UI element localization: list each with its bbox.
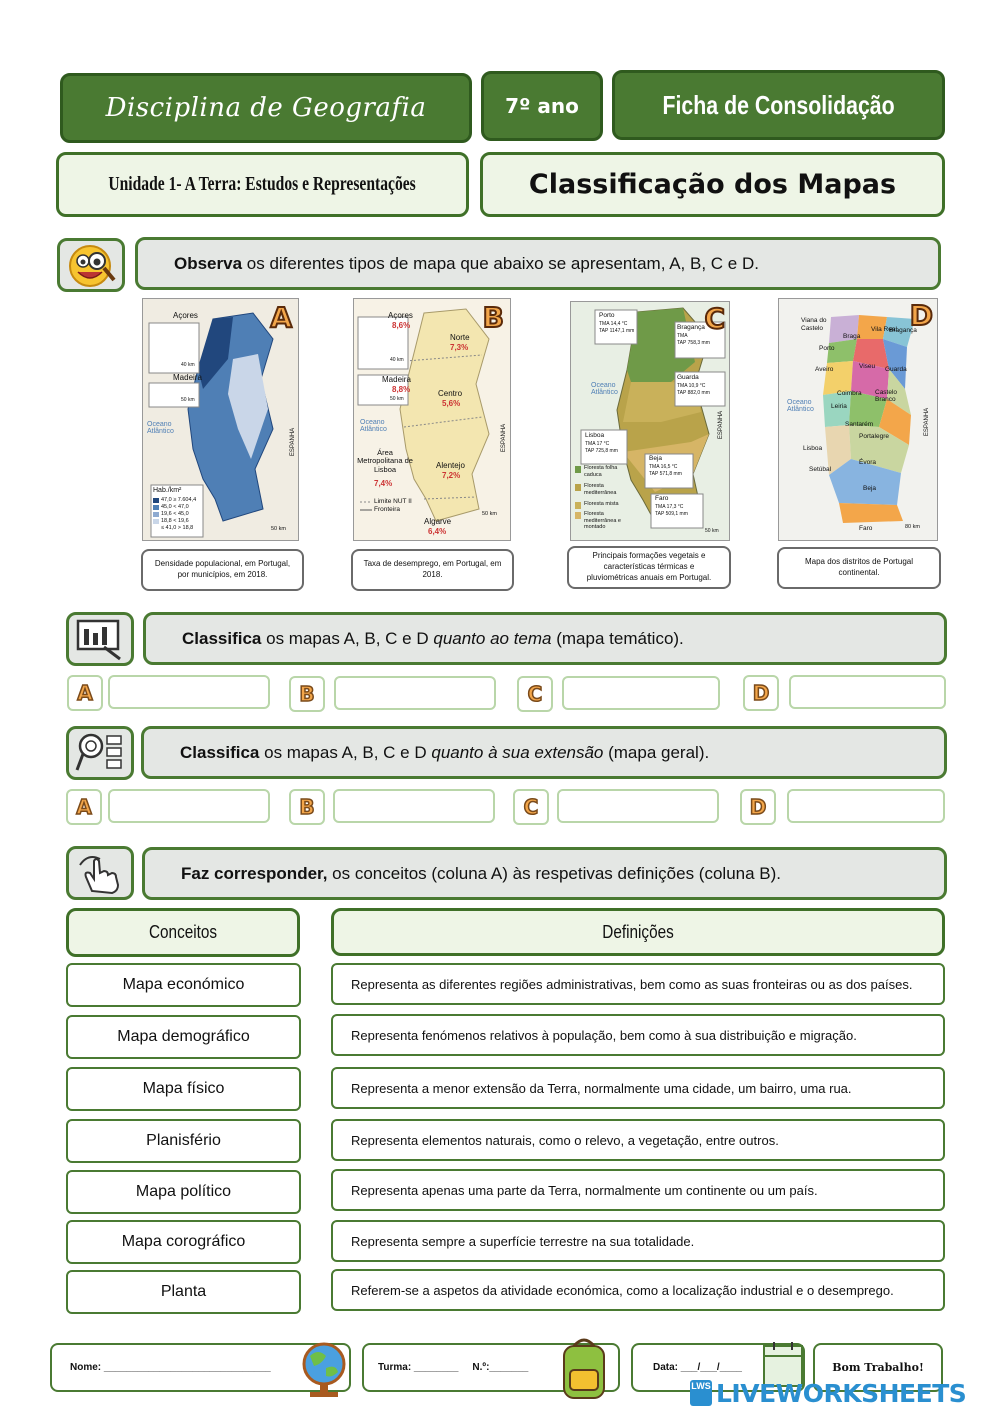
map-b-card	[353, 298, 511, 541]
theme-answer-d[interactable]	[789, 675, 946, 709]
map-c-spain: ESPANHA	[718, 410, 725, 440]
extension-answer-d[interactable]	[787, 789, 945, 823]
map-c-braganca-tap: TAP 758,3 mm	[677, 340, 710, 346]
extension-answer-b[interactable]	[333, 789, 495, 823]
match-icon-box	[66, 846, 134, 900]
map-b-caption: Taxa de desemprego, em Portugal, em 2018.	[351, 549, 514, 591]
map-d-viana: Viana do Castelo	[801, 317, 827, 332]
unit-label: Unidade 1- A Terra: Estudos e Representações	[108, 173, 417, 195]
map-d-aveiro: Aveiro	[815, 366, 834, 373]
map-b-label-azores: Açores	[388, 311, 413, 320]
extension-answer-c[interactable]	[557, 789, 719, 823]
map-c-guarda: Guarda	[677, 374, 699, 381]
map-c-lisboa-tap: TAP 725,8 mm	[585, 448, 618, 454]
map-c-ocean: Oceano Atlântico	[591, 382, 618, 396]
map-a-scale-madeira: 50 km	[181, 397, 195, 403]
map-d-evora: Évora	[859, 459, 876, 466]
map-c-guarda-tma: TMA 10,9 °C	[677, 383, 706, 389]
map-b-val-center: 5,6%	[442, 399, 461, 408]
extension-answer-a[interactable]	[108, 789, 270, 823]
classify-theme-text-2: (mapa temático).	[551, 628, 684, 648]
map-a-label-ocean: Oceano Atlântico	[147, 421, 174, 435]
classify-ext-italic: quanto à sua extensão	[431, 742, 604, 762]
map-d-guarda: Guarda	[885, 366, 907, 373]
map-a-label-azores: Açores	[173, 311, 198, 320]
map-a-caption: Densidade populacional, em Portugal, por municípios, em 2018.	[141, 549, 304, 591]
map-d-castelobranco: Castelo Branco	[875, 389, 898, 404]
classify-ext-text-1: os mapas A, B, C e D	[259, 742, 432, 762]
extension-badge-a: A	[66, 789, 102, 825]
observe-instruction	[135, 237, 941, 290]
sheet-type-box	[612, 70, 945, 140]
map-b-label-algarve: Algarve	[424, 517, 452, 526]
map-d-scale: 80 km	[905, 524, 920, 530]
map-d-letter: D	[909, 299, 933, 332]
discipline-title-box	[60, 73, 472, 143]
concept-item[interactable]: Planisfério	[66, 1119, 301, 1163]
extension-icon-box	[66, 726, 134, 780]
classify-theme-bold: Classifica	[182, 628, 262, 648]
map-c-faro: Faro	[655, 495, 669, 502]
map-b-label-ocean: Oceano Atlântico	[360, 419, 387, 433]
map-b-val-alentejo: 7,2%	[442, 471, 461, 480]
map-c-braganca: Bragança	[677, 324, 705, 331]
map-d-porto: Porto	[819, 345, 835, 352]
map-a-legend-3: 19,6 < 45,0	[161, 511, 189, 517]
lws-logo-icon: LWS	[690, 1380, 712, 1406]
theme-icon-box	[66, 612, 134, 666]
map-a-legend-title: Hab./km²	[153, 487, 182, 494]
map-b-label-madeira: Madeira	[382, 375, 411, 384]
definition-item[interactable]: Representa fenómenos relativos à população, bem como à sua distribuição e migração.	[331, 1014, 945, 1056]
map-c-legend-1: Floresta folha caduca	[584, 465, 618, 478]
map-b-scale: 50 km	[482, 511, 497, 517]
map-d-portalegre: Portalegre	[859, 433, 889, 440]
observe-text: os diferentes tipos de mapa que abaixo se apresentam, A, B, C e D.	[242, 253, 759, 273]
map-d-vilareal: Vila Real	[871, 326, 897, 333]
theme-answer-b[interactable]	[334, 676, 496, 710]
definitions-header-label: Definições	[602, 921, 674, 942]
classify-extension-instruction	[141, 726, 947, 779]
map-b-val-azores: 8,6%	[392, 321, 411, 330]
map-c-faro-tap: TAP 509,1 mm	[655, 511, 688, 517]
definition-item[interactable]: Representa a menor extensão da Terra, normalmente uma cidade, um bairro, uma rua.	[331, 1067, 945, 1109]
good-work-label: Bom Trabalho!	[832, 1361, 924, 1374]
date-field-label: Data: ___/___/____	[653, 1362, 742, 1373]
liveworksheets-text: LIVEWORKSHEETS	[716, 1378, 967, 1408]
definition-item[interactable]: Representa elementos naturais, como o relevo, a vegetação, entre outros.	[331, 1119, 945, 1161]
class-field-label: Turma: ________	[378, 1362, 459, 1373]
concept-item[interactable]: Mapa económico	[66, 963, 301, 1007]
extension-badge-d: D	[740, 789, 776, 825]
map-a-legend-2: 45,0 < 47,0	[161, 504, 189, 510]
map-b-label-north: Norte	[450, 333, 470, 342]
concepts-header	[66, 908, 300, 957]
map-d-card	[778, 298, 938, 541]
concept-item[interactable]: Mapa político	[66, 1170, 301, 1214]
concept-item[interactable]: Planta	[66, 1270, 301, 1314]
definition-item[interactable]: Representa as diferentes regiões administrativas, bem como as suas fronteiras ou as dos países.	[331, 963, 945, 1005]
map-d-beja: Beja	[863, 485, 877, 492]
map-d-coimbra: Coimbra	[837, 390, 862, 397]
map-d-lisboa: Lisboa	[803, 445, 823, 452]
number-field-label: N.º:_______	[472, 1362, 529, 1373]
map-c-braganca-tma: TMA	[677, 333, 688, 339]
map-b-scale-madeira: 50 km	[390, 396, 404, 402]
magnifier-list-icon	[73, 730, 127, 776]
map-a-legend-1: 47,0 ≥ 7.604,4	[161, 497, 197, 503]
map-b-label-spain: ESPANHA	[501, 423, 508, 453]
map-a-legend-5: ≤ 41,0 > 18,8	[161, 525, 194, 531]
map-b-label-lisbon-area: Área Metropolitana de Lisboa	[357, 448, 413, 474]
map-c-guarda-tap: TAP 882,0 mm	[677, 390, 710, 396]
map-a-scale-azores: 40 km	[181, 362, 195, 368]
classify-theme-italic: quanto ao tema	[433, 628, 552, 648]
concept-item[interactable]: Mapa físico	[66, 1067, 301, 1111]
map-c-beja-tma: TMA 16,5 °C	[649, 464, 678, 470]
theme-answer-a[interactable]	[108, 675, 270, 709]
grade-label: 7º ano	[505, 94, 579, 118]
magnifier-emoji-icon	[64, 242, 118, 288]
map-a-scale: 50 km	[271, 526, 286, 532]
map-d-ocean: Oceano Atlântico	[787, 399, 814, 413]
map-c-legend-4: Floresta mediterrânea e montado	[584, 511, 621, 531]
hand-pointer-icon	[74, 851, 126, 895]
map-d-braganca: Bragança	[889, 327, 917, 334]
concepts-header-label: Conceitos	[148, 922, 218, 942]
definition-item[interactable]: Representa sempre a superfície terrestre na sua totalidade.	[331, 1220, 945, 1262]
match-instruction	[142, 847, 947, 900]
observe-bold: Observa	[174, 253, 243, 273]
map-b-val-north: 7,3%	[450, 343, 469, 352]
map-b-label-center: Centro	[438, 389, 463, 398]
map-d-faro: Faro	[859, 525, 873, 532]
map-d-leiria: Leiria	[831, 403, 847, 410]
definitions-header	[331, 908, 945, 956]
map-c-porto-tap: TAP 1147,1 mm	[599, 328, 635, 334]
map-b-scale-azores: 40 km	[390, 357, 404, 363]
concept-item[interactable]: Mapa demográfico	[66, 1015, 301, 1059]
map-b-letter: B	[482, 301, 504, 334]
map-d-setubal: Setúbal	[809, 466, 832, 473]
liveworksheets-watermark	[690, 1376, 990, 1410]
classify-ext-bold: Classifica	[180, 742, 260, 762]
map-c-scale: 50 km	[705, 528, 719, 534]
map-a-label-spain: ESPANHA	[290, 427, 297, 457]
map-c-legend-2: Floresta mediterrânea	[584, 483, 617, 496]
map-c-lisboa-tma: TMA 17 °C	[585, 441, 610, 447]
map-c-porto: Porto	[599, 312, 615, 319]
map-c-card	[570, 301, 730, 541]
map-b-val-lisbon-area: 7,4%	[374, 479, 393, 488]
map-c-caption: Principais formações vegetais e características térmicas e pluviométricas anuais em Portugal.	[567, 546, 731, 589]
map-d-spain: ESPANHA	[924, 407, 931, 437]
definition-item[interactable]: Referem-se a aspetos da atividade económica, como a localização industrial e o desemprego.	[331, 1269, 945, 1311]
classify-theme-text-1: os mapas A, B, C e D	[261, 628, 434, 648]
grade-box	[481, 71, 603, 141]
backpack-icon	[556, 1334, 612, 1404]
match-text: os conceitos (coluna A) às respetivas definições (coluna B).	[327, 863, 782, 883]
theme-badge-d: D	[743, 675, 779, 711]
map-c-legend-3: Floresta mista	[584, 501, 619, 507]
theme-badge-c: C	[517, 676, 553, 712]
map-a-card	[142, 298, 299, 541]
map-b-val-algarve: 6,4%	[428, 527, 447, 536]
chart-board-icon	[74, 617, 126, 661]
map-a-letter: A	[270, 301, 292, 334]
map-c-faro-tma: TMA 17,3 °C	[655, 504, 684, 510]
theme-badge-b: B	[289, 676, 325, 712]
classify-ext-text-2: (mapa geral).	[603, 742, 710, 762]
discipline-title: Disciplina de Geografia	[105, 93, 427, 123]
topic-box	[480, 152, 945, 217]
map-a-legend-4: 18,8 < 19,6	[161, 518, 189, 524]
map-c-beja-tap: TAP 571,8 mm	[649, 471, 682, 477]
map-c-lisboa: Lisboa	[585, 432, 605, 439]
extension-badge-b: B	[289, 789, 325, 825]
map-d-santarem: Santarém	[845, 421, 874, 428]
sheet-type-label: Ficha de Consolidação	[662, 89, 895, 120]
map-d-braga: Braga	[843, 333, 861, 340]
extension-badge-c: C	[513, 789, 549, 825]
map-d-caption: Mapa dos distritos de Portugal continental.	[777, 547, 941, 589]
concept-item[interactable]: Mapa corográfico	[66, 1220, 301, 1264]
definition-item[interactable]: Representa apenas uma parte da Terra, normalmente um continente ou um país.	[331, 1169, 945, 1211]
topic-title: Classificação dos Mapas	[528, 169, 897, 200]
map-d-viseu: Viseu	[859, 363, 876, 370]
map-c-letter: C	[704, 302, 725, 335]
match-bold: Faz corresponder,	[181, 863, 328, 883]
map-b-val-madeira: 8,8%	[392, 385, 411, 394]
name-field-label: Nome: ______________________________	[70, 1362, 271, 1373]
theme-answer-c[interactable]	[562, 676, 720, 710]
map-b-legend-border: Fronteira	[374, 506, 401, 513]
globe-icon	[296, 1338, 352, 1400]
map-b-label-alentejo: Alentejo	[436, 461, 465, 470]
unit-box	[56, 152, 469, 217]
classify-theme-instruction	[143, 612, 947, 665]
map-c-porto-tma: TMA 14,4 °C	[599, 321, 628, 327]
map-c-beja: Beja	[649, 455, 663, 462]
observe-icon-box	[57, 238, 125, 292]
theme-badge-a: A	[67, 675, 103, 711]
map-a-label-madeira: Madeira	[173, 373, 202, 382]
map-b-legend-nut: Limite NUT II	[374, 498, 412, 505]
